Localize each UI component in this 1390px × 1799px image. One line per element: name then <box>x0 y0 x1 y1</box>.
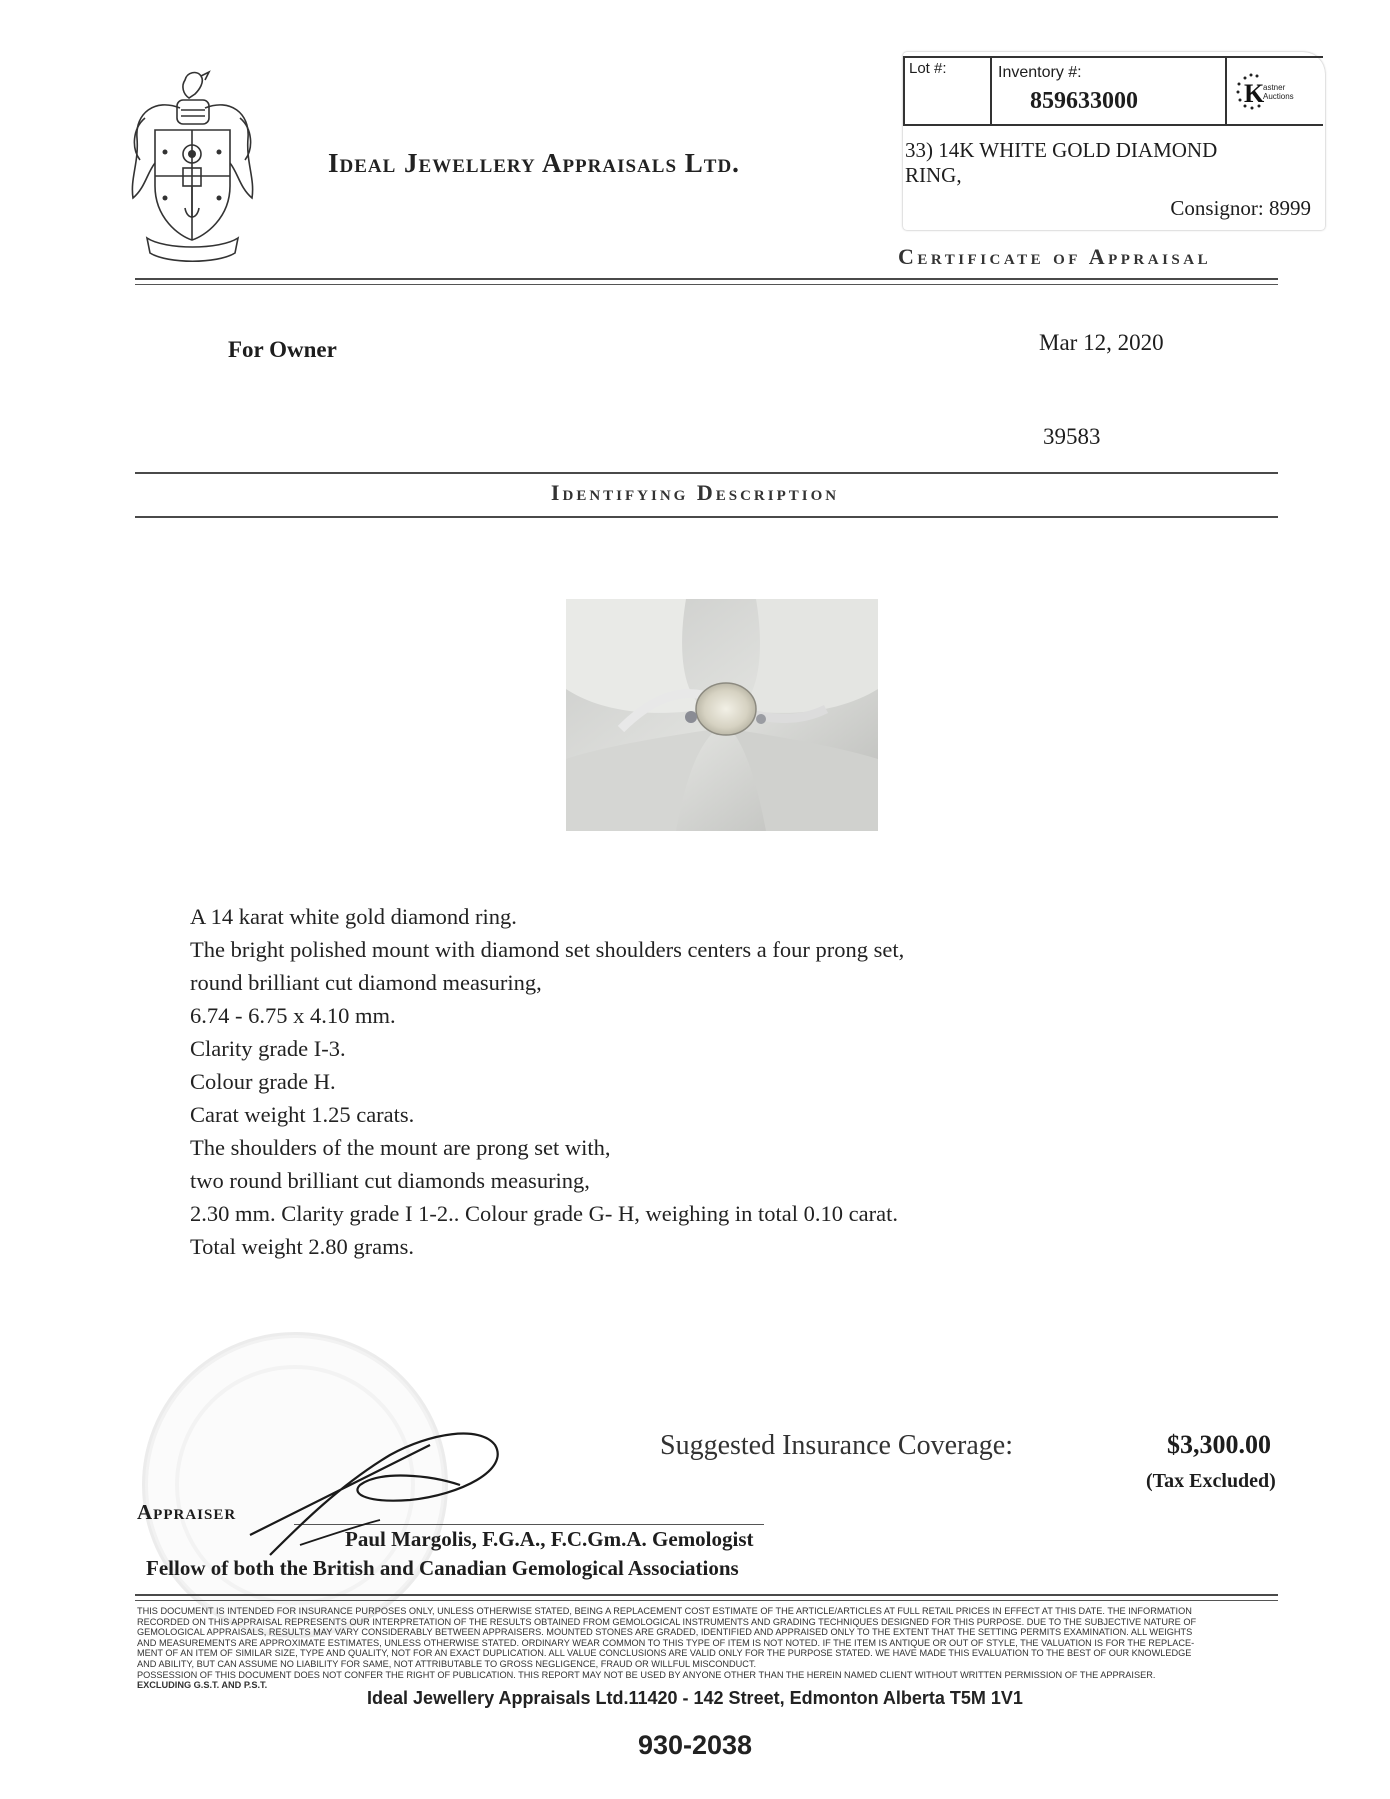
appraisal-date: Mar 12, 2020 <box>1039 330 1164 355</box>
description-line: Total weight 2.80 grams. <box>190 1234 415 1259</box>
disclaimer-line: MENT OF AN ITEM OF SIMILAR SIZE, TYPE AND QUALITY, NOT FOR AN EXACT DUPLICATION. ALL VALUE CONCLUSIONS ARE VALID ONLY FOR THE PURPOSE STATED. WE HAVE MADE THIS EVALUATION TO THE BEST OF OUR KNOWLEDGE <box>137 1648 1192 1659</box>
description-line: Colour grade H. <box>190 1069 336 1094</box>
company-name: Ideal Jewellery Appraisals Ltd. <box>328 148 740 178</box>
reference-number: 39583 <box>1043 424 1101 449</box>
divider <box>135 284 1278 285</box>
divider <box>135 1594 1278 1596</box>
footer-phone: 930-2038 <box>637 1730 753 1760</box>
disclaimer-line: POSSESSION OF THIS DOCUMENT DOES NOT CONFER THE RIGHT OF PUBLICATION. THIS REPORT MAY NOT BE USED BY ANYONE OTHER THAN THE HEREIN NAMED CLIENT WITHOUT WRITTEN PERMISSION OF THE APPRAISER. <box>137 1669 1156 1680</box>
disclaimer-line: GEMOLOGICAL APPRAISALS, RESULTS MAY VARY CONSIDERABLY BETWEEN APPRAISERS. MOUNTED STONES ARE GRADED, IDENTIFIED AND APPRAISED ONLY TO THE EXTENT THAT THE SETTING PERMITS EXAMINATION. ALL WEIGHTS <box>137 1627 1193 1638</box>
disclaimer-line: AND MEASUREMENTS ARE APPROXIMATE ESTIMATES, UNLESS OTHERWISE STATED. ORDINARY WEAR COMMON TO THIS TYPE OF ITEM IS NOT NOTED. IF THE ITEM IS ANTIQUE OR OUT OF STYLE, THE VALUATION IS FOR THE REPLACE- <box>137 1637 1195 1648</box>
lot-description-line: 33) 14K WHITE GOLD DIAMOND <box>905 138 1218 162</box>
lot-cell <box>903 58 992 124</box>
kastner-logo-top: astner <box>1263 83 1286 92</box>
kastner-auctions-logo <box>1233 68 1319 114</box>
description-line: round brilliant cut diamond measuring, <box>190 970 542 995</box>
insurance-amount: $3,300.00 <box>1167 1430 1271 1459</box>
inventory-cell <box>990 58 1227 124</box>
lot-table <box>903 56 1323 126</box>
divider <box>135 516 1278 518</box>
disclaimer-line: RECORDED ON THIS APPRAISAL REPRESENTS OUR INTERPRETATION OF THE RESULTS OBTAINED FROM GEMOLOGICAL INSTRUMENTS AND GRADING TECHNIQUES DESIGNED FOR THIS PURPOSE. DUE TO THE SUBJECTIVE NATURE OF <box>137 1616 1197 1627</box>
description-line: two round brilliant cut diamonds measuring, <box>190 1168 590 1193</box>
lot-description <box>905 138 1217 188</box>
tax-note: (Tax Excluded) <box>1146 1470 1276 1492</box>
section-title: Identifying Description <box>550 480 840 505</box>
kastner-logo-bottom: Auctions <box>1263 92 1294 101</box>
description-line: 6.74 - 6.75 x 4.10 mm. <box>190 1003 396 1028</box>
lot-sticker <box>903 52 1325 230</box>
divider <box>135 278 1278 280</box>
disclaimer <box>137 1606 1287 1691</box>
appraiser-name: Paul Margolis, F.G.A., F.C.Gm.A. Gemologist <box>345 1527 754 1551</box>
lot-description-line: RING, <box>905 163 962 187</box>
consignor: Consignor: 8999 <box>1170 196 1311 220</box>
description-line: A 14 karat white gold diamond ring. <box>190 904 517 929</box>
description-line: The bright polished mount with diamond set shoulders centers a four prong set, <box>190 937 905 962</box>
description-line: 2.30 mm. Clarity grade I 1-2.. Colour grade G- H, weighing in total 0.10 carat. <box>190 1201 898 1226</box>
disclaimer-line: AND ABILITY, BUT CAN ASSUME NO LIABILITY FOR SAME, NOT ATTRIBUTABLE TO GROSS NEGLIGENCE, FRAUD OR WILLFUL MISCONDUCT. <box>137 1658 757 1669</box>
inventory-label: Inventory #: <box>998 64 1082 81</box>
lot-label: Lot #: <box>909 60 947 77</box>
description-line: The shoulders of the mount are prong set with, <box>190 1135 611 1160</box>
insurance-label: Suggested Insurance Coverage: <box>660 1430 1013 1461</box>
certificate-title: Certificate of Appraisal <box>898 244 1212 269</box>
disclaimer-exclusion: EXCLUDING G.S.T. AND P.S.T. <box>137 1680 268 1691</box>
item-description <box>190 900 904 1263</box>
description-line: Clarity grade I-3. <box>190 1036 346 1061</box>
description-line: Carat weight 1.25 carats. <box>190 1102 415 1127</box>
disclaimer-line: THIS DOCUMENT IS INTENDED FOR INSURANCE PURPOSES ONLY, UNLESS OTHERWISE STATED, BEING A REPLACEMENT COST ESTIMATE OF THE ARTICLE/ARTICLES AT FULL RETAIL PRICES IN EFFECT AT THIS DATE. THE INFORMATION <box>137 1606 1192 1616</box>
divider <box>135 1600 1278 1601</box>
inventory-number: 859633000 <box>1030 88 1138 114</box>
divider <box>135 472 1278 474</box>
coat-of-arms-icon <box>125 68 260 268</box>
svg-text:K: K <box>1244 79 1265 108</box>
appraiser-fellowship: Fellow of both the British and Canadian Gemological Associations <box>146 1556 739 1580</box>
for-owner: For Owner <box>228 337 337 362</box>
footer-address: Ideal Jewellery Appraisals Ltd.11420 - 142 Street, Edmonton Alberta T5M 1V1 <box>367 1688 1023 1708</box>
ring-photo <box>566 599 878 831</box>
appraiser-label: Appraiser <box>137 1500 237 1524</box>
